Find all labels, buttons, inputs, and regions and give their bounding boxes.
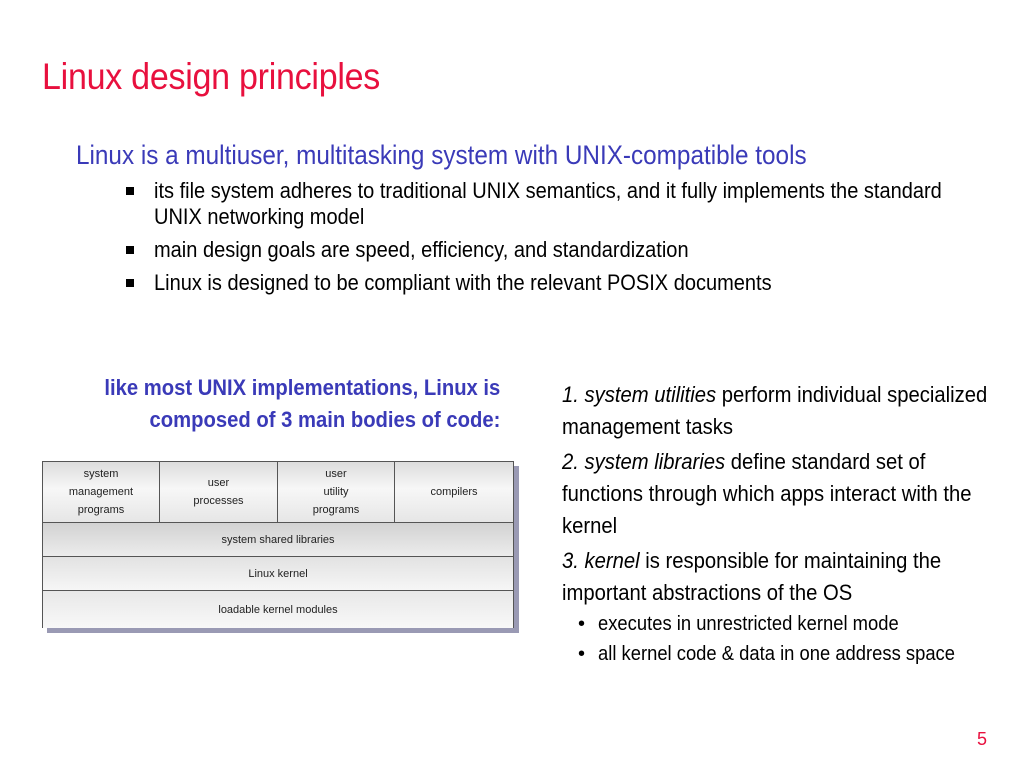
item-term: system utilities — [584, 382, 717, 407]
list-item: Linux is designed to be compliant with the relevant POSIX documents — [124, 270, 954, 296]
item-description: perform individual specialized management tasks — [562, 382, 988, 439]
diagram-top-row — [43, 462, 513, 522]
cell-text: utility — [323, 486, 349, 498]
list-item: • all kernel code & data in one address space — [562, 639, 1008, 669]
item-description: define standard set of functions through which apps interact with the kernel — [562, 449, 972, 538]
diagram-cell-user-utility-programs — [278, 462, 395, 522]
page-number: 5 — [976, 729, 987, 749]
list-item — [538, 446, 1008, 542]
list-item: • executes in unrestricted kernel mode — [562, 609, 1008, 639]
cell-text: user — [325, 468, 347, 480]
diagram-cell-system-management-programs — [43, 462, 160, 522]
list-item: its file system adheres to traditional UNIX semantics, and it fully implements the standard UNIX networking model — [124, 178, 954, 230]
square-bullet-icon — [126, 246, 134, 254]
slide-title: Linux design principles — [42, 56, 381, 97]
cell-text: programs — [77, 504, 125, 516]
square-bullet-icon — [126, 187, 134, 195]
kernel-sub-bullets — [562, 609, 1008, 669]
diagram-caption — [30, 372, 500, 436]
item-number: 2. — [562, 449, 579, 474]
list-item — [538, 545, 1008, 669]
list-item — [538, 379, 1008, 443]
linux-architecture-diagram — [42, 461, 514, 628]
cell-text: system — [83, 468, 119, 480]
cell-text: management — [68, 486, 134, 498]
square-bullet-icon — [126, 279, 134, 287]
diagram-layer-kernel-modules: loadable kernel modules — [43, 590, 513, 628]
diagram-cell-compilers — [395, 462, 513, 522]
item-term: kernel — [584, 548, 640, 573]
caption-line: composed of 3 main bodies of code: — [149, 407, 500, 432]
list-item: main design goals are speed, efficiency, and standardization — [124, 237, 954, 263]
code-bodies-list — [538, 379, 1008, 672]
item-description: is responsible for maintaining the important abstractions of the OS — [562, 548, 942, 605]
diagram-layer-linux-kernel: Linux kernel — [43, 556, 513, 590]
diagram-layer-shared-libraries: system shared libraries — [43, 522, 513, 556]
dot-bullet-icon: • — [578, 613, 586, 635]
slide-subheading: Linux is a multiuser, multitasking system with UNIX-compatible tools — [76, 140, 807, 170]
cell-text: processes — [193, 495, 244, 507]
dot-bullet-icon: • — [578, 643, 586, 665]
item-term: system libraries — [584, 449, 726, 474]
item-number: 1. — [562, 382, 579, 407]
caption-line: like most UNIX implementations, Linux is — [104, 375, 500, 400]
bullet-list — [124, 178, 954, 303]
cell-text: compilers — [430, 486, 478, 498]
cell-text: user — [207, 477, 230, 489]
cell-text: programs — [312, 504, 360, 516]
item-number: 3. — [562, 548, 579, 573]
diagram-cell-user-processes — [160, 462, 278, 522]
